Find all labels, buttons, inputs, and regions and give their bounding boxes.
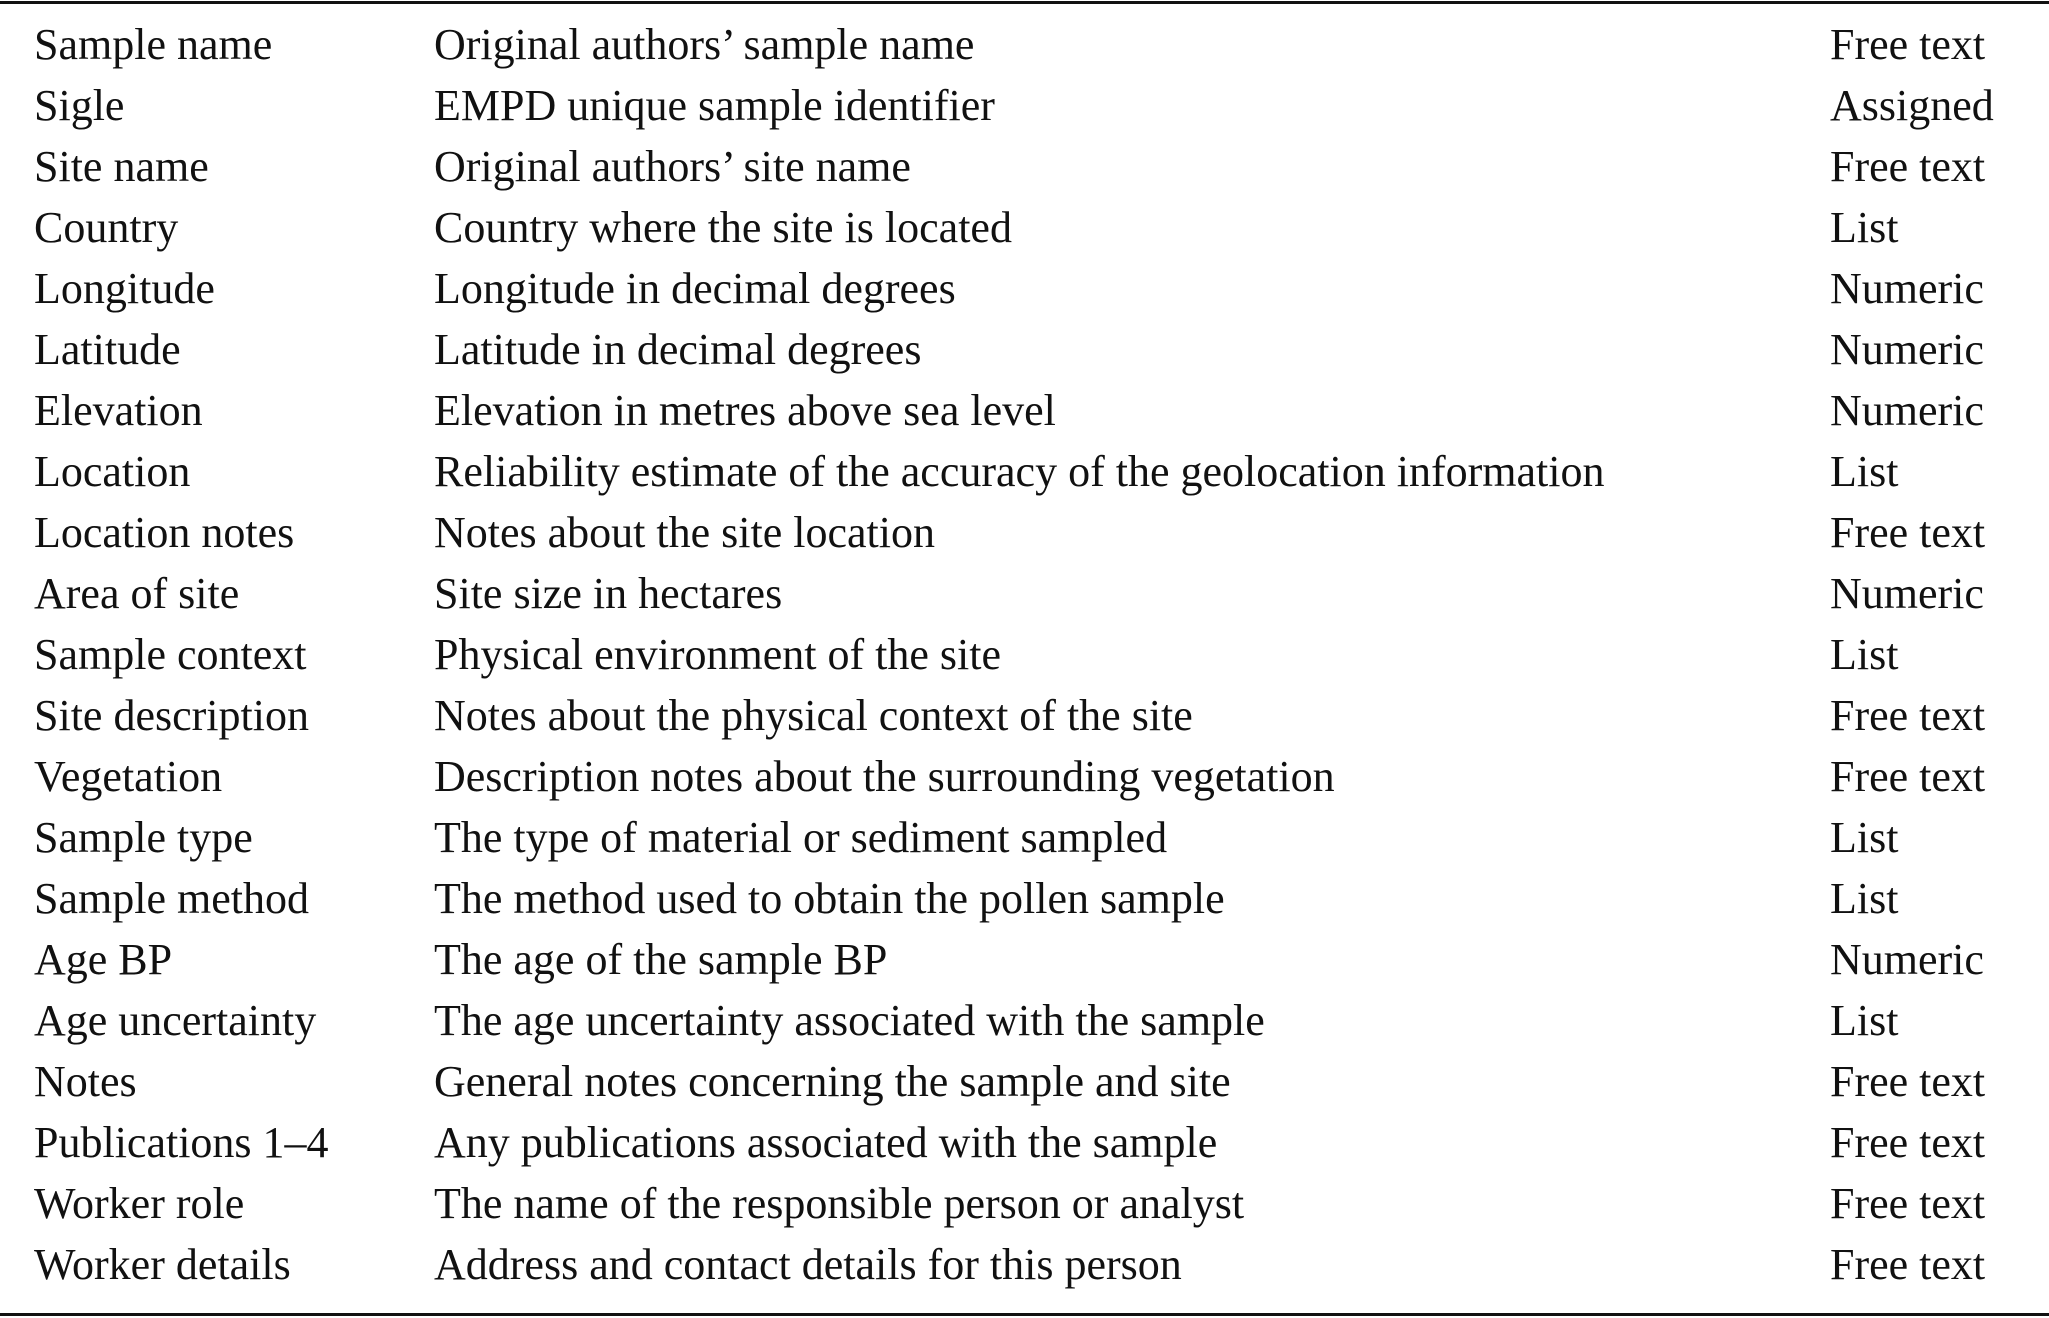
field-type: Numeric [1830,569,1984,618]
field-type: Free text [1830,20,1986,69]
field-description: The age uncertainty associated with the sample [434,996,1265,1045]
field-type: Numeric [1830,264,1984,313]
table-row [0,1173,2049,1234]
field-description: General notes concerning the sample and site [434,1057,1231,1106]
field-description: Country where the site is located [434,203,1012,252]
table-row [0,14,2049,75]
field-name: Sample name [34,20,273,69]
field-description: Address and contact details for this person [434,1240,1182,1289]
table-row [0,807,2049,868]
field-description: Physical environment of the site [434,630,1001,679]
table-row [0,929,2049,990]
field-name: Area of site [34,569,240,618]
field-name: Sigle [34,81,125,130]
field-type: Assigned [1830,81,1994,130]
field-description: Notes about the physical context of the site [434,691,1193,740]
field-description: Original authors’ sample name [434,20,975,69]
field-type: Numeric [1830,935,1984,984]
table-row [0,685,2049,746]
table-row [0,1051,2049,1112]
table-row [0,258,2049,319]
table-row [0,441,2049,502]
table-row [0,502,2049,563]
field-type: List [1830,996,1899,1045]
table-row [0,136,2049,197]
field-type: List [1830,447,1899,496]
field-type: List [1830,813,1899,862]
field-name: Publications 1–4 [34,1118,329,1167]
field-description: Site size in hectares [434,569,783,618]
field-description: Any publications associated with the sample [434,1118,1218,1167]
field-type: Free text [1830,1118,1986,1167]
field-name: Latitude [34,325,181,374]
table-row [0,990,2049,1051]
field-name: Elevation [34,386,203,435]
field-name: Sample context [34,630,307,679]
field-type: List [1830,630,1899,679]
field-description: Elevation in metres above sea level [434,386,1056,435]
field-name: Sample method [34,874,309,923]
field-description: Reliability estimate of the accuracy of the geolocation information [434,447,1605,496]
metadata-fields-table [0,14,2049,1295]
field-name: Worker role [34,1179,245,1228]
table-row [0,197,2049,258]
field-type: List [1830,203,1899,252]
field-description: The name of the responsible person or analyst [434,1179,1245,1228]
field-name: Worker details [34,1240,291,1289]
table-row [0,868,2049,929]
table-row [0,746,2049,807]
field-description: The age of the sample BP [434,935,888,984]
field-type: Free text [1830,691,1986,740]
field-type: Numeric [1830,325,1984,374]
table-row [0,1112,2049,1173]
field-type: Free text [1830,508,1986,557]
field-name: Country [34,203,179,252]
field-description: Description notes about the surrounding vegetation [434,752,1335,801]
field-name: Notes [34,1057,137,1106]
field-name: Site description [34,691,309,740]
field-description: Latitude in decimal degrees [434,325,922,374]
field-name: Location notes [34,508,295,557]
field-description: EMPD unique sample identifier [434,81,995,130]
field-type: Numeric [1830,386,1984,435]
field-name: Age uncertainty [34,996,317,1045]
table-row [0,380,2049,441]
field-name: Age BP [34,935,173,984]
field-name: Sample type [34,813,253,862]
table-row [0,563,2049,624]
field-name: Site name [34,142,209,191]
table-top-rule [0,1,2049,4]
field-type: List [1830,874,1899,923]
table-row [0,624,2049,685]
field-name: Vegetation [34,752,223,801]
field-name: Location [34,447,191,496]
field-description: Notes about the site location [434,508,935,557]
field-type: Free text [1830,1057,1986,1106]
field-type: Free text [1830,752,1986,801]
field-description: Original authors’ site name [434,142,911,191]
field-description: The method used to obtain the pollen sample [434,874,1225,923]
field-type: Free text [1830,1240,1986,1289]
field-description: The type of material or sediment sampled [434,813,1168,862]
table-row [0,1234,2049,1295]
table-row [0,75,2049,136]
field-type: Free text [1830,142,1986,191]
table-bottom-rule [0,1313,2049,1316]
field-name: Longitude [34,264,215,313]
field-description: Longitude in decimal degrees [434,264,956,313]
table-row [0,319,2049,380]
field-type: Free text [1830,1179,1986,1228]
